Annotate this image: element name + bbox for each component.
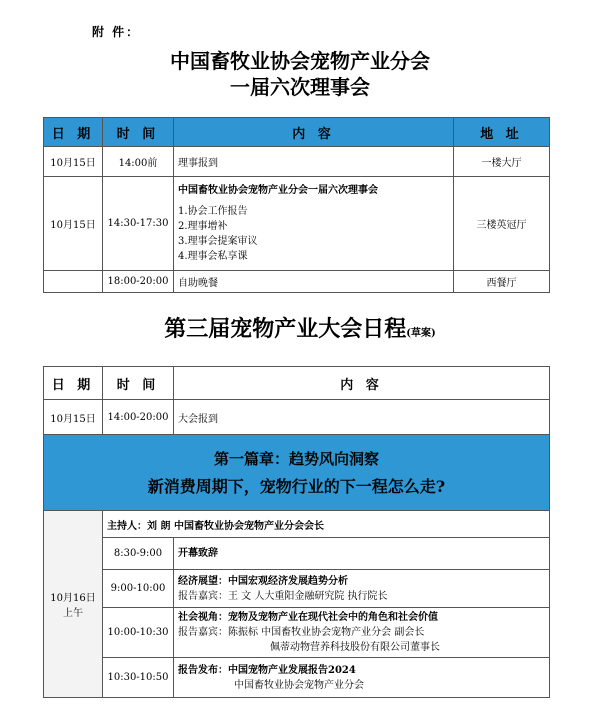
row-place: 西餐厅 [454, 271, 550, 293]
row-date: 10月15日 [44, 177, 103, 271]
host-line: 主持人：刘 朗 中国畜牧业协会宠物产业分会会长 [103, 511, 550, 538]
table-row [44, 271, 550, 293]
session-content [174, 658, 550, 698]
council-title-line2: 一届六次理事会 [230, 75, 370, 99]
header-date: 日 期 [44, 118, 103, 147]
row-content [174, 177, 454, 271]
congress-title [0, 312, 600, 343]
header-time: 时 间 [103, 118, 174, 147]
row-time: 14:30-17:30 [103, 177, 174, 271]
session-content [174, 570, 550, 608]
session-content [174, 538, 550, 570]
council-meeting-title: 中国畜牧业协会宠物产业分会一届六次理事会 [178, 185, 378, 196]
session-title: 社会视角：宠物及宠物产业在现代社会中的角色和社会价值 [178, 612, 438, 623]
agenda-item: 3.理事会提案审议 [178, 236, 258, 247]
session-time: 8:30-9:00 [103, 538, 174, 570]
session-speaker: 中国畜牧业协会宠物产业分会 [234, 679, 364, 691]
congress-title-text: 第三届宠物产业大会日程 [164, 316, 407, 342]
row-content: 自助晚餐 [174, 271, 454, 293]
session-time: 9:00-10:00 [103, 570, 174, 608]
header-date: 日 期 [44, 367, 103, 400]
row-place: 一楼大厅 [454, 147, 550, 177]
agenda-item: 1.协会工作报告 [178, 206, 248, 217]
session-speaker: 报告嘉宾：王 文 人大重阳金融研究院 执行院长 [178, 590, 388, 602]
table-row [44, 400, 550, 435]
agenda-item: 2.理事增补 [178, 221, 228, 232]
session-time: 10:00-10:30 [103, 608, 174, 658]
chapter-title: 第一篇章：趋势风向洞察 [213, 449, 379, 468]
congress-title-note: (草案) [406, 328, 436, 339]
table-row [44, 147, 550, 177]
table-header-row [44, 367, 550, 400]
attachment-label: 附 件： [92, 25, 141, 39]
table-row [44, 658, 550, 698]
header-place: 地 址 [454, 118, 550, 147]
row-place: 三楼英冠厅 [454, 177, 550, 271]
table-row [44, 538, 550, 570]
day-date: 10月16日 [50, 593, 96, 604]
row-time: 18:00-20:00 [103, 271, 174, 293]
header-time: 时 间 [103, 367, 174, 400]
session-title: 报告发布：中国宠物产业发展报告2024 [178, 664, 356, 676]
row-time: 14:00前 [103, 147, 174, 177]
day-period: 上午 [63, 608, 83, 619]
session-content [174, 608, 550, 658]
table-row [44, 177, 550, 271]
session-title: 经济展望：中国宏观经济发展趋势分析 [178, 575, 348, 587]
header-content: 内 容 [174, 367, 550, 400]
session-speaker-affiliation: 佩蒂动物营养科技股份有限公司董事长 [270, 642, 440, 653]
table-row [44, 570, 550, 608]
row-content: 理事报到 [174, 147, 454, 177]
row-date: 10月15日 [44, 400, 103, 435]
row-date [44, 271, 103, 293]
day-date-cell [44, 511, 103, 698]
council-schedule-table [43, 117, 550, 293]
chapter-banner-row [44, 435, 550, 511]
row-time: 14:00-20:00 [103, 400, 174, 435]
chapter-banner [44, 435, 550, 511]
header-content: 内 容 [174, 118, 454, 147]
council-title-line1: 中国畜牧业协会宠物产业分会 [170, 49, 430, 73]
session-title: 开幕致辞 [178, 548, 218, 559]
table-header-row [44, 118, 550, 147]
chapter-subtitle: 新消费周期下，宠物行业的下一程怎么走? [147, 476, 446, 496]
session-speaker: 报告嘉宾：陈振标 中国畜牧业协会宠物产业分会 副会长 [178, 627, 425, 638]
agenda-item: 4.理事会私享课 [178, 251, 248, 262]
congress-schedule-table [43, 366, 550, 698]
row-content: 大会报到 [174, 400, 550, 435]
session-time: 10:30-10:50 [103, 658, 174, 698]
row-date: 10月15日 [44, 147, 103, 177]
table-row [44, 608, 550, 658]
table-row [44, 511, 550, 538]
